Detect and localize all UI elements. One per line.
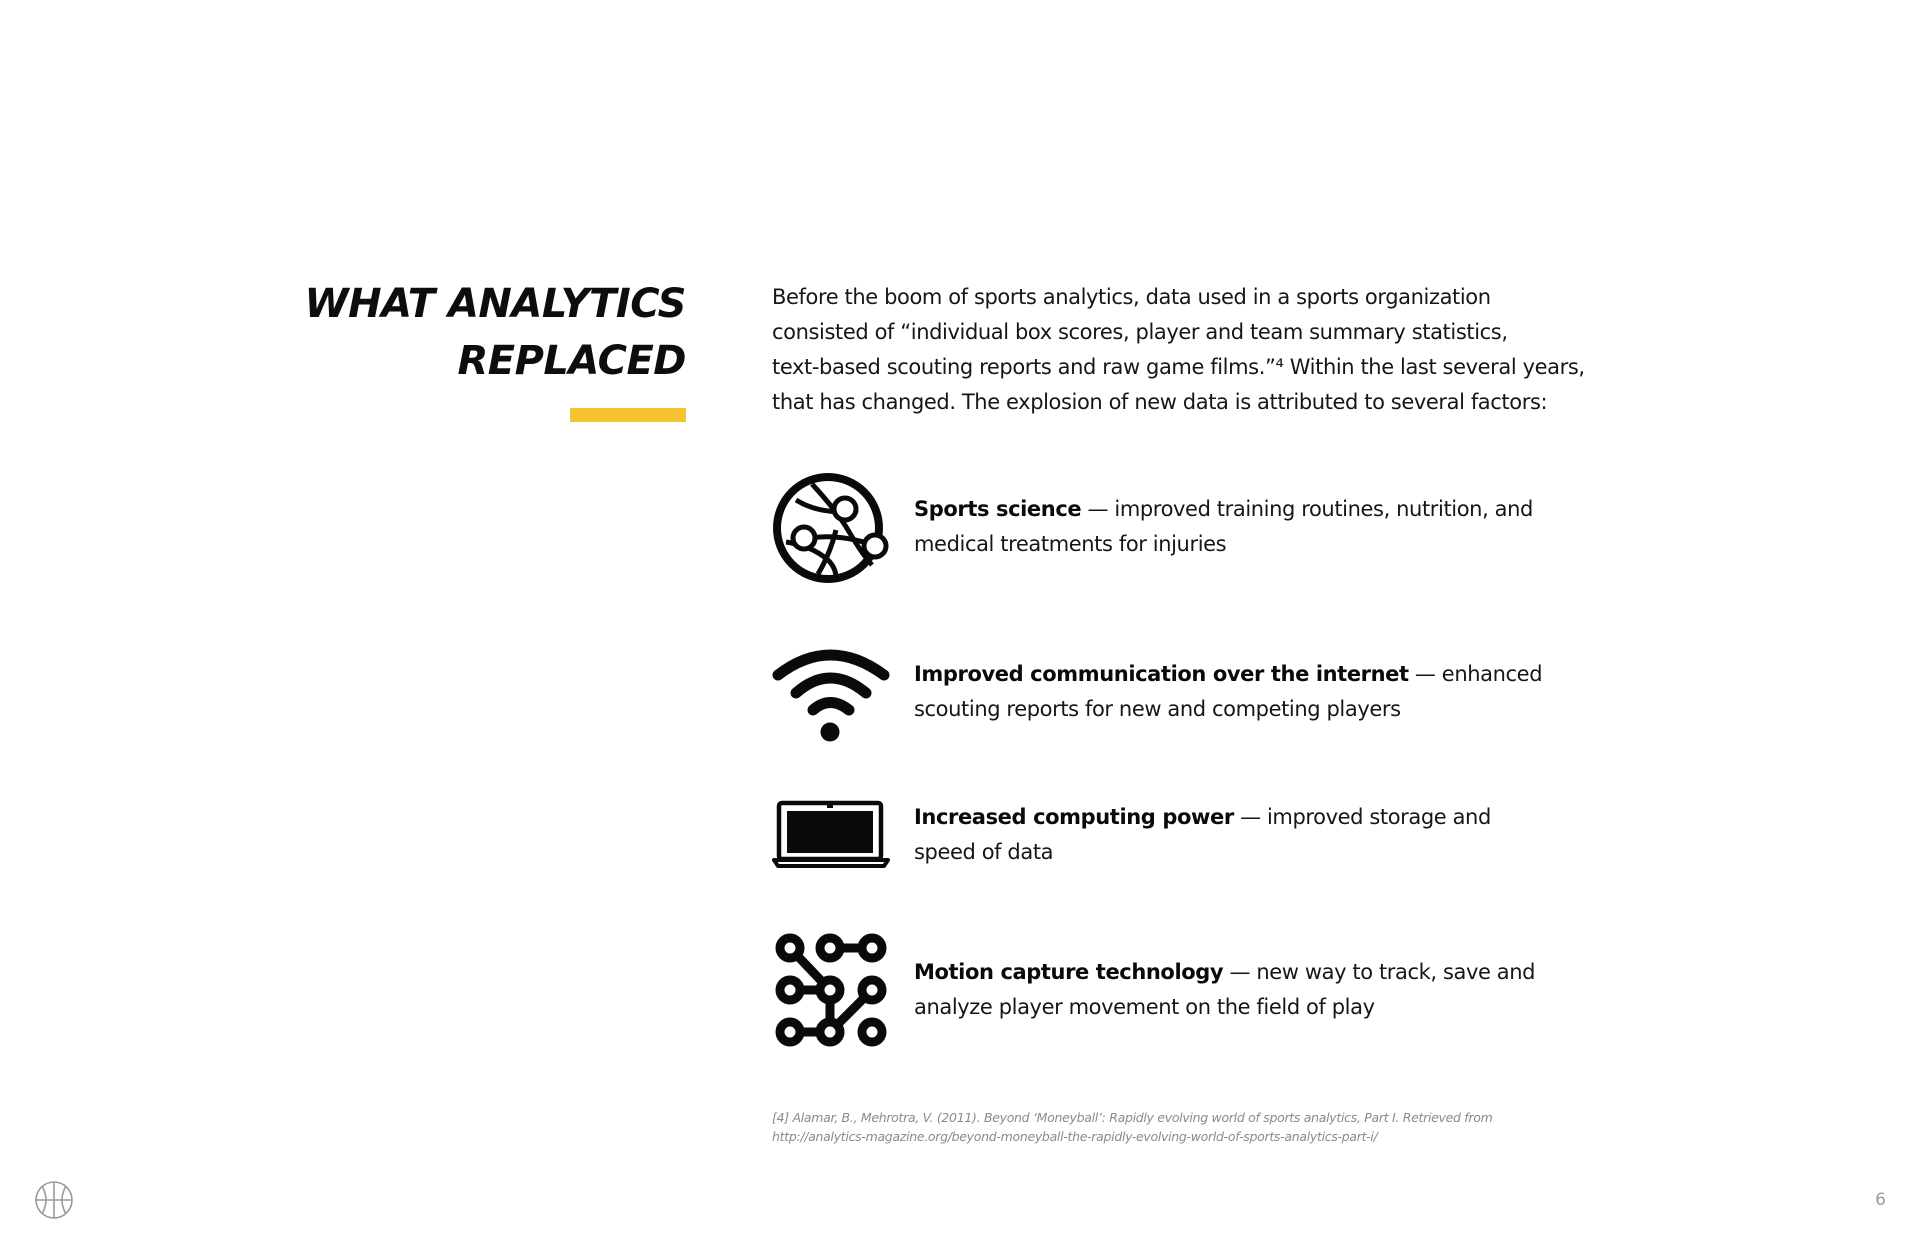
footnote-line: [4] Alamar, B., Mehrotra, V. (2011). Beyond ‘Moneyball’: Rapidly evolving world of sports analytics, Part I. Retrieved from [772, 1110, 1493, 1125]
page-number: 6 [1875, 1190, 1886, 1210]
intro-line: Before the boom of sports analytics, data used in a sports organization [772, 285, 1491, 309]
factor-motion-capture [772, 930, 1612, 1060]
factor-title: Motion capture technology [914, 960, 1224, 984]
page-title-line-2: REPLACED [457, 338, 686, 384]
factor-desc: scouting reports for new and competing players [914, 697, 1401, 721]
factor-title: Increased computing power [914, 805, 1234, 829]
factor-desc: — improved storage and [1233, 805, 1491, 829]
factor-text [914, 492, 1594, 562]
page-title [166, 276, 686, 390]
factor-title: Improved communication over the internet [914, 662, 1409, 686]
intro-line: text-based scouting reports and raw game films.”⁴ Within the last several years, [772, 355, 1585, 379]
factor-text [914, 800, 1594, 870]
intro-line: that has changed. The explosion of new data is attributed to several factors: [772, 390, 1548, 414]
wifi-icon [772, 645, 890, 745]
intro-line: consisted of “individual box scores, player and team summary statistics, [772, 320, 1508, 344]
factor-internet [772, 645, 1612, 775]
basketball-logo-icon [34, 1180, 74, 1220]
footnote [772, 1108, 1592, 1146]
factor-desc: — improved training routines, nutrition, and [1081, 497, 1533, 521]
factor-desc: medical treatments for injuries [914, 532, 1227, 556]
factor-computing-power [772, 800, 1612, 930]
intro-paragraph [772, 280, 1585, 420]
factor-title: Sports science [914, 497, 1082, 521]
basketball-network-icon [772, 470, 890, 588]
footnote-line: http://analytics-magazine.org/beyond-moneyball-the-rapidly-evolving-world-of-sports-analytics-part-i/ [772, 1129, 1378, 1144]
factor-desc: speed of data [914, 840, 1054, 864]
factor-sports-science [772, 470, 1612, 600]
laptop-icon [772, 800, 890, 870]
factor-desc: — new way to track, save and [1223, 960, 1536, 984]
title-accent-bar [570, 408, 686, 422]
factor-desc: analyze player movement on the field of play [914, 995, 1375, 1019]
page-title-line-1: WHAT ANALYTICS [304, 281, 686, 327]
factor-text [914, 657, 1594, 727]
node-grid-icon [772, 930, 890, 1050]
factor-text [914, 955, 1594, 1025]
factor-desc: — enhanced [1408, 662, 1543, 686]
